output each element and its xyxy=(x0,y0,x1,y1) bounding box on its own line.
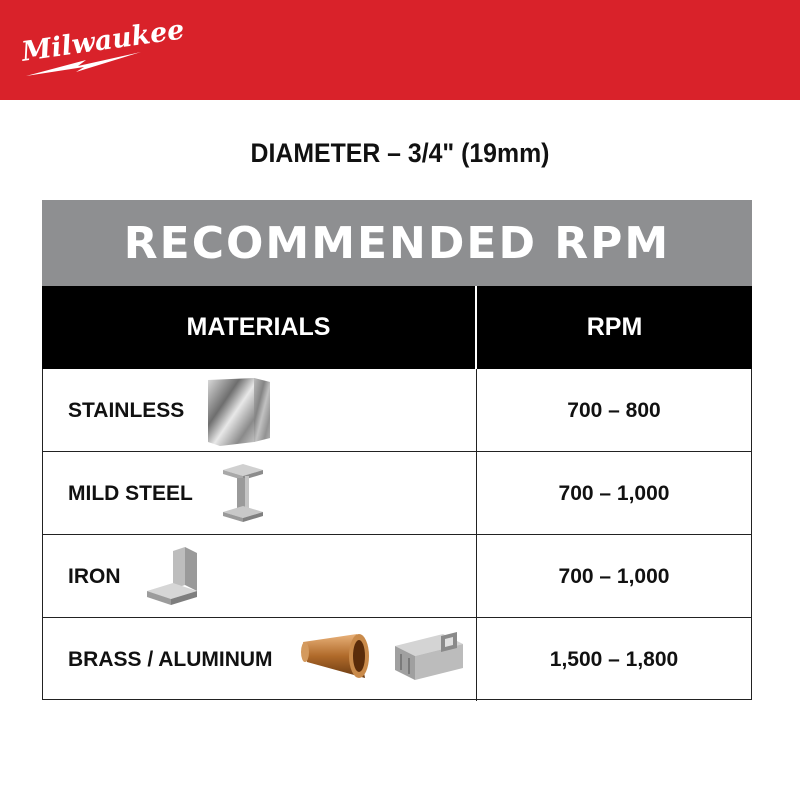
logo-text: Milwaukee xyxy=(19,14,187,68)
table-banner xyxy=(42,200,752,286)
rpm-value: 700 – 800 xyxy=(567,398,661,422)
table-row xyxy=(43,618,751,701)
material-label: BRASS / ALUMINUM xyxy=(68,647,273,671)
diameter-title: DIAMETER – 3/4" (19mm) xyxy=(250,138,550,168)
i-beam-icon xyxy=(217,460,277,526)
brand-header xyxy=(0,0,800,100)
table-title: RECOMMENDED RPM xyxy=(123,217,671,269)
stainless-plate-icon xyxy=(206,376,276,448)
header-materials: MATERIALS xyxy=(186,313,331,341)
table-row xyxy=(43,535,751,618)
material-label: IRON xyxy=(68,564,121,588)
table-body xyxy=(42,369,752,700)
material-label: MILD STEEL xyxy=(68,481,193,505)
rpm-value: 1,500 – 1,800 xyxy=(549,647,679,671)
table-row xyxy=(43,369,751,452)
rpm-table xyxy=(42,200,752,700)
rpm-value: 700 – 1,000 xyxy=(558,564,670,588)
header-rpm: RPM xyxy=(586,313,643,341)
brass-pipe-icon xyxy=(299,632,373,684)
material-label: STAINLESS xyxy=(68,398,185,422)
aluminum-extrusion-icon xyxy=(393,632,467,688)
rpm-value: 700 – 1,000 xyxy=(558,481,670,505)
table-header xyxy=(42,286,752,369)
angle-iron-icon xyxy=(143,545,205,609)
milwaukee-logo xyxy=(16,14,187,84)
table-row xyxy=(43,452,751,535)
